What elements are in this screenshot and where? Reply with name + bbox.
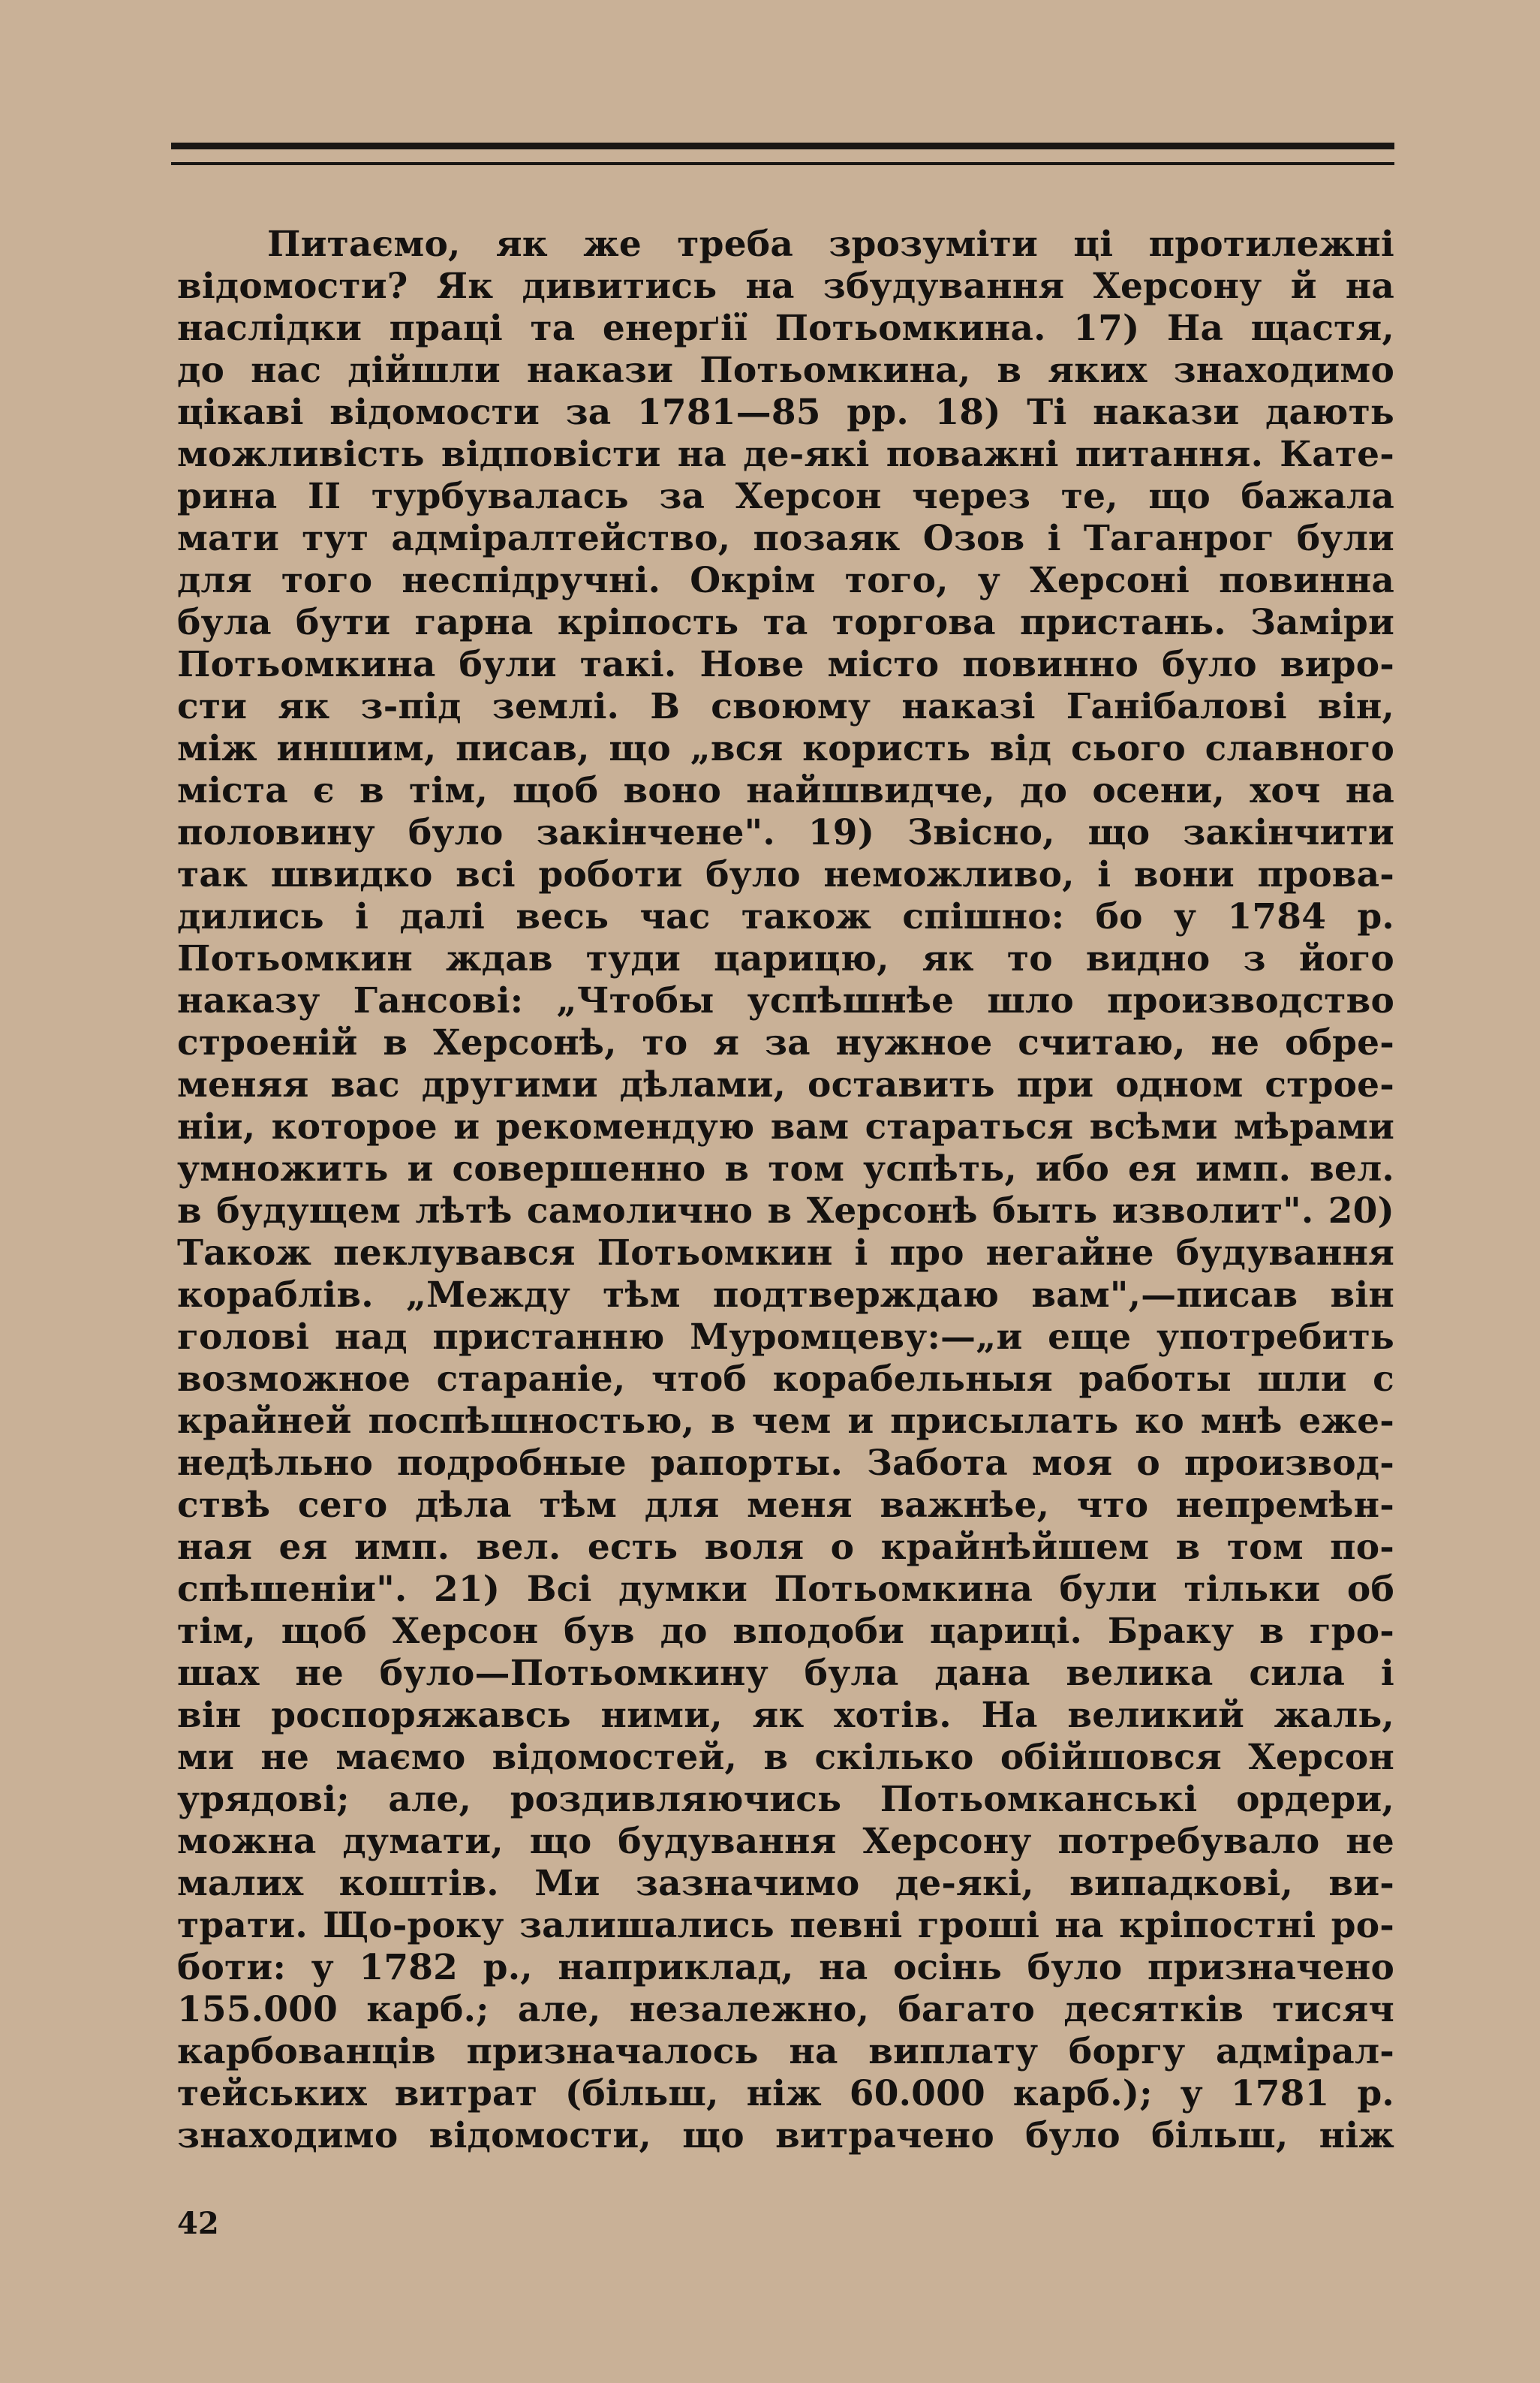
text-line: крайней поспѣшностью, в чем и присылать ко мнѣ еже- xyxy=(177,1401,1394,1442)
text-line: мати тут адміралтейство, позаяк Озов і Таганрог були xyxy=(177,518,1394,559)
text-line: возможное стараніе, чтоб корабельныя работы шли с xyxy=(177,1358,1394,1400)
text-line: 155.000 карб.; але, незалежно, багато десятків тисяч xyxy=(177,1989,1394,2030)
text-line: боти: у 1782 р., наприклад, на осінь було призначено xyxy=(177,1947,1394,1988)
text-line: голові над пристанню Муромцеву:—„и еще употребить xyxy=(177,1316,1394,1358)
text-line: була бути гарна кріпость та торгова пристань. Заміри xyxy=(177,602,1394,643)
text-line: карбованців призначалось на виплату боргу адмірал- xyxy=(177,2031,1394,2072)
text-line: можливість відповісти на де-які поважні питання. Кате- xyxy=(177,434,1394,475)
text-line: рина II турбувалась за Херсон через те, що бажала xyxy=(177,476,1394,517)
text-line: Потьомкин ждав туди царицю, як то видно з його xyxy=(177,938,1394,979)
text-line: до нас дійшли накази Потьомкина, в яких знаходимо xyxy=(177,350,1394,391)
text-line: наслідки праці та енерґії Потьомкина. 17) На щастя, xyxy=(177,308,1394,349)
text-line: кораблів. „Между тѣм подтверждаю вам",—писав він xyxy=(177,1274,1394,1316)
header-rule-thin xyxy=(171,162,1394,165)
text-line: можна думати, що будування Херсону потребувало не xyxy=(177,1821,1394,1862)
text-line: між иншим, писав, що „вся користь від сього славного xyxy=(177,728,1394,769)
text-line: ная ея имп. вел. есть воля о крайнѣйшем в том по- xyxy=(177,1527,1394,1568)
text-line: відомости? Як дивитись на збудування Херсону й на xyxy=(177,266,1394,307)
text-line: строеній в Херсонѣ, то я за нужное считаю, не обре- xyxy=(177,1022,1394,1064)
text-line: ніи, которое и рекомендую вам стараться всѣми мѣрами xyxy=(177,1106,1394,1148)
text-line: Потьомкина були такі. Нове місто повинно було виро- xyxy=(177,644,1394,685)
text-line: дились і далі весь час також спішно: бо у 1784 р. xyxy=(177,896,1394,937)
body-text xyxy=(177,224,1394,2157)
text-line: наказу Гансові: „Чтобы успѣшнѣе шло производство xyxy=(177,980,1394,1022)
text-line: знаходимо відомости, що витрачено було більш, ніж xyxy=(177,2115,1394,2156)
text-line: трати. Що-року залишались певні гроші на кріпостні ро- xyxy=(177,1905,1394,1946)
text-line: тейських витрат (більш, ніж 60.000 карб.); у 1781 р. xyxy=(177,2073,1394,2114)
text-line: він роспоряжавсь ними, як хотів. На великий жаль, xyxy=(177,1695,1394,1736)
text-line: Також пеклувався Потьомкин і про негайне будування xyxy=(177,1232,1394,1274)
text-line: малих коштів. Ми зазначимо де-які, випадкові, ви- xyxy=(177,1863,1394,1904)
text-line: ми не маємо відомостей, в скілько обійшовся Херсон xyxy=(177,1737,1394,1778)
page-number: 42 xyxy=(177,2206,219,2241)
text-line: Питаємо, як же треба зрозуміти ці протилежні xyxy=(267,224,1394,265)
text-line: тім, щоб Херсон був до вподоби цариці. Браку в гро- xyxy=(177,1611,1394,1652)
text-line: половину було закінчене". 19) Звісно, що закінчити xyxy=(177,812,1394,853)
text-line: спѣшеніи". 21) Всі думки Потьомкина були тільки об xyxy=(177,1569,1394,1610)
text-line: недѣльно подробные рапорты. Забота моя о производ- xyxy=(177,1443,1394,1484)
text-line: меняя вас другими дѣлами, оставить при одном строе- xyxy=(177,1064,1394,1106)
text-line: сти як з-під землі. В своюму наказі Ганібалові він, xyxy=(177,686,1394,727)
text-line: так швидко всі роботи було неможливо, і вони прова- xyxy=(177,854,1394,895)
text-line: умножить и совершенно в том успѣть, ибо ея имп. вел. xyxy=(177,1148,1394,1190)
text-line: шах не було—Потьомкину була дана велика сила і xyxy=(177,1653,1394,1694)
header-rule-thick xyxy=(171,143,1394,149)
text-line: ствѣ сего дѣла тѣм для меня важнѣе, что непремѣн- xyxy=(177,1485,1394,1526)
text-line: для того неспідручні. Окрім того, у Херсоні повинна xyxy=(177,560,1394,601)
text-line: урядові; але, роздивляючись Потьомканські ордери, xyxy=(177,1779,1394,1820)
text-line: цікаві відомости за 1781—85 рр. 18) Ті накази дають xyxy=(177,392,1394,433)
text-line: міста є в тім, щоб воно найшвидче, до осени, хоч на xyxy=(177,770,1394,811)
text-line: в будущем лѣтѣ самолично в Херсонѣ быть изволит". 20) xyxy=(177,1190,1394,1232)
